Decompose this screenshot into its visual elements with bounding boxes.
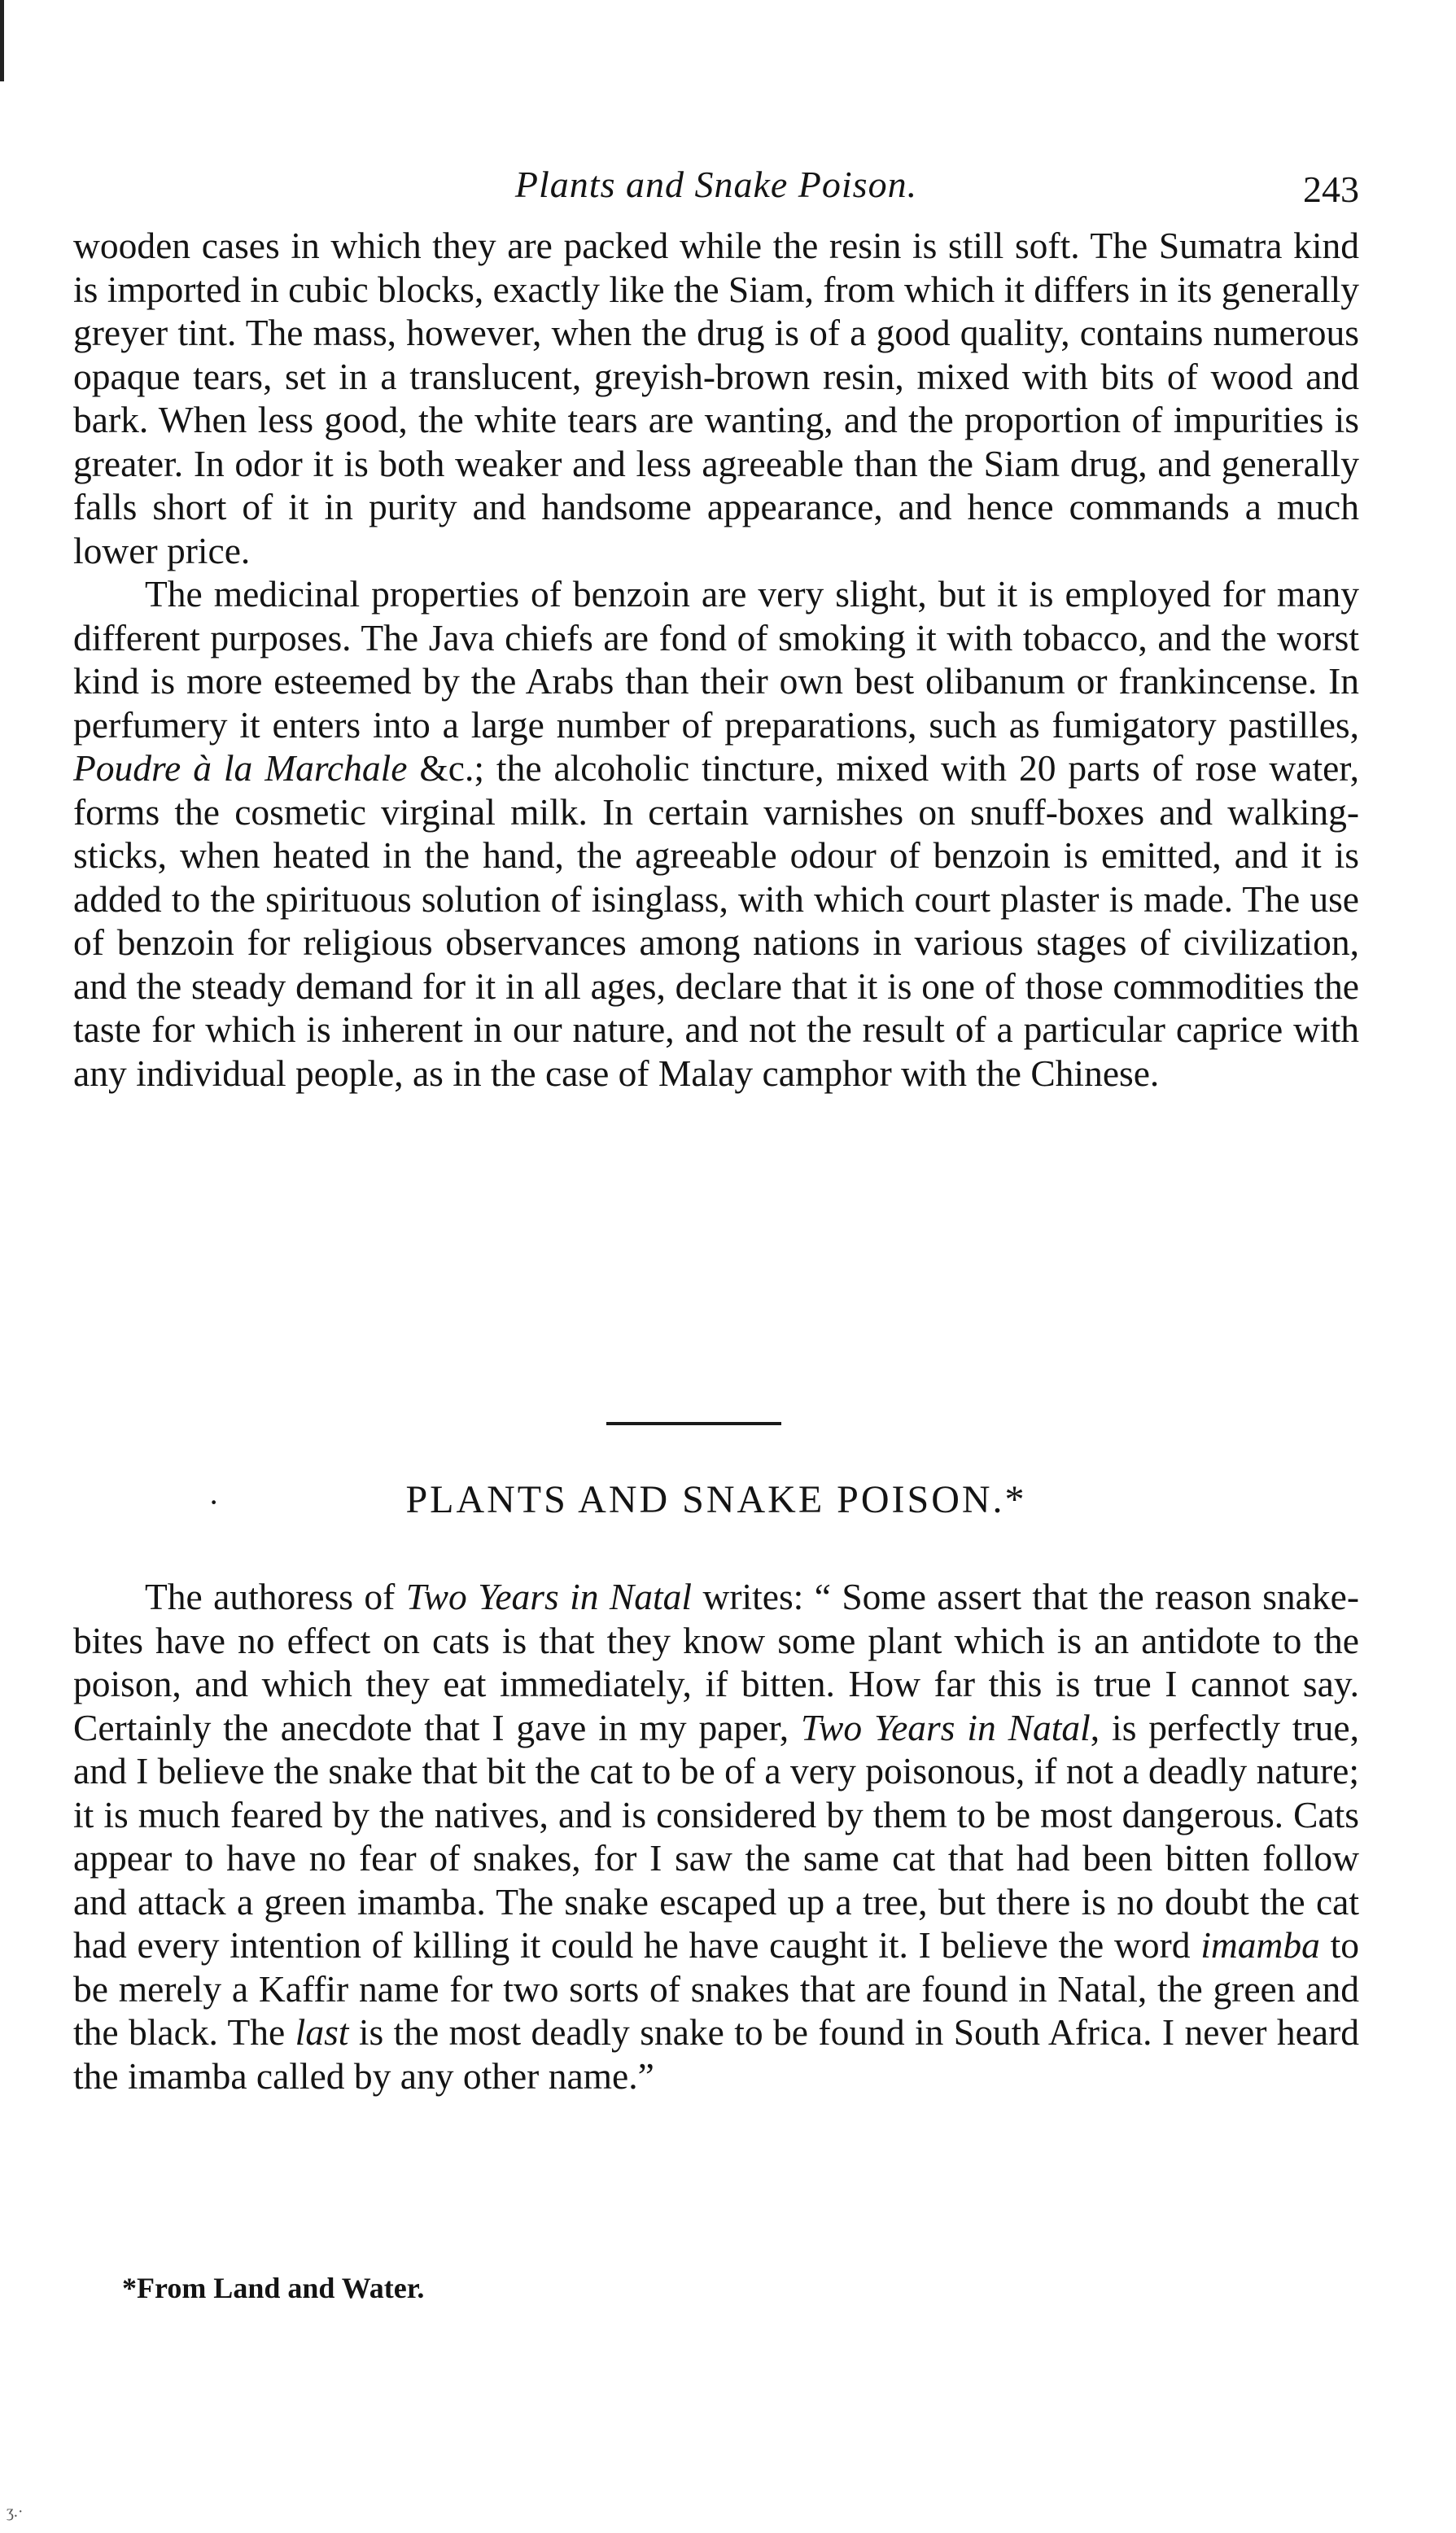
left-margin-rule bbox=[0, 0, 4, 81]
italic-text: imamba bbox=[1200, 1924, 1320, 1966]
running-header bbox=[73, 163, 1359, 212]
text-run: writes: “ Some assert that the reason snake-bites have no effect on cats is that they know some plant which is an antidote to the poison, and which they eat immediately, if bitten. How far this is true I cannot say. Certainly the anecdote that I gave in my paper, bbox=[73, 1576, 1359, 1748]
italic-text: Two Years in Natal bbox=[801, 1706, 1091, 1748]
italic-text: Two Years in Natal bbox=[405, 1576, 693, 1617]
stray-dot: · bbox=[208, 1484, 220, 1520]
text-run: to be merely a Kaffir name for two sorts of snakes that are found in Natal, the green and the black. The bbox=[73, 1924, 1359, 2053]
italic-text: last bbox=[295, 2011, 349, 2053]
running-title: Plants and Snake Poison. bbox=[514, 164, 918, 205]
footnote: *From Land and Water. bbox=[122, 2272, 425, 2304]
corner-mark: ʒ.· bbox=[7, 2503, 24, 2521]
text-run: The authoress of bbox=[145, 1576, 406, 1617]
article-benzoin-continuation bbox=[73, 224, 1359, 1095]
article-snake-poison bbox=[73, 1575, 1359, 2098]
page-number: 243 bbox=[1303, 168, 1359, 210]
paragraph bbox=[73, 1575, 1359, 2098]
paragraph bbox=[73, 572, 1359, 1095]
section-separator-rule bbox=[606, 1422, 781, 1425]
text-run: The medicinal properties of benzoin are very slight, but it is employed for many different purposes. The Java chiefs are fond of smoking it with tobacco, and the worst kind is more esteemed by the Arabs than their own best olibanum or frankincense. In perfumery it enters into a large number of preparations, such as fumigatory pastilles, bbox=[73, 573, 1359, 746]
section-heading: PLANTS AND SNAKE POISON.* bbox=[405, 1478, 1027, 1521]
text-run: , is perfectly true, and I believe the snake that bit the cat to be of a very poisonous, if not a deadly nature; it is much feared by the natives, and is considered by them to be most dangerous. Cats appear to have no fear of snakes, for I saw the same cat that had been bitten follow and attack a green imamba. The snake escaped up a tree, but there is no doubt the cat had every intention of killing it could he have caught it. I believe the word bbox=[73, 1706, 1359, 1966]
italic-text: Poudre à la Marchale bbox=[73, 747, 408, 789]
text-run: wooden cases in which they are packed while the resin is still soft. The Sumatra kind is imported in cubic blocks, exactly like the Siam, from which it differs in its generally greyer tint. The mass, however, when the drug is of a good quality, contains numerous opaque tears, set in a translucent, greyish-brown resin, mixed with bits of wood and bark. When less good, the white tears are wanting, and the proportion of impurities is greater. In odor it is both weaker and less agreeable than the Siam drug, and generally falls short of it in purity and handsome appearance, and hence commands a much lower price. bbox=[73, 225, 1359, 571]
paragraph bbox=[73, 224, 1359, 572]
text-run: is the most deadly snake to be found in South Africa. I never heard the imamba called by any other name.” bbox=[73, 2011, 1359, 2097]
text-run: &c.; the alcoholic tincture, mixed with 20 parts of rose water, forms the cosmetic virginal milk. In certain varnishes on snuff-boxes and walking-sticks, when heated in the hand, the agreeable odour of benzoin is emitted, and it is added to the spirituous solution of isinglass, with which court plaster is made. The use of benzoin for religious observances among nations in various stages of civilization, and the steady demand for it in all ages, declare that it is one of those commodities the taste for which is inherent in our nature, and not the result of a particular caprice with any individual people, as in the case of Malay camphor with the Chinese. bbox=[73, 747, 1359, 1094]
